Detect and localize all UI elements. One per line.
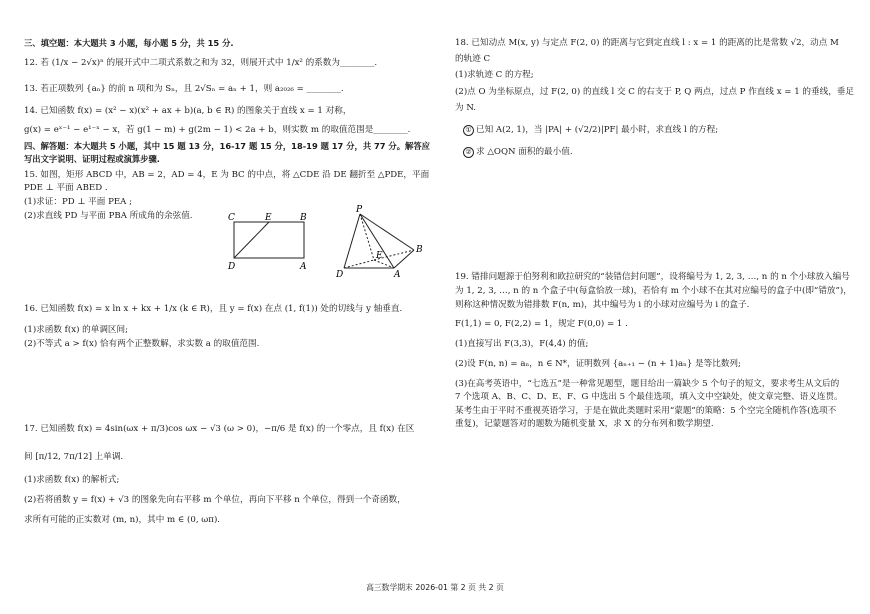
- question-15-part1: (1)求证：PD ⊥ 平面 PEA ;: [24, 197, 132, 207]
- question-18-part2: (2)点 O 为坐标原点，过 F(2, 0) 的直线 l 交 C 的右支于 P, Q 两点，过点 P 作直线 x = 1 的垂线，垂足: [455, 87, 854, 97]
- question-17-part2: (2)若将函数 y = f(x) + √3 的图象先向右平移 m 个单位，再向下平移 n 个单位，得到一个奇函数，: [24, 495, 406, 505]
- question-18-part2-cont: 为 N.: [455, 103, 477, 113]
- question-19-part2: (2)设 F(n, n) = aₙ，n ∈ N*，证明数列 {aₙ₊₁ − (n + 1)aₙ} 是等比数列;: [455, 359, 741, 369]
- section-fill-blank-heading: 三、填空题：本大题共 3 小题，每小题 5 分，共 15 分.: [24, 38, 234, 48]
- question-18-sub2: ② 求 △OQN 面积的最小值.: [463, 147, 573, 159]
- label-b: B: [416, 245, 423, 255]
- label-d: D: [228, 262, 236, 272]
- question-15-line1: 15. 如图，矩形 ABCD 中，AB = 2，AD = 4，E 为 BC 的中点，将 △CDE 沿 DE 翻折至 △PDE，平面: [24, 170, 430, 180]
- label-e: E: [376, 251, 383, 261]
- question-18-sub1: ① 已知 A(2, 1)，当 |PA| + (√2/2)|PF| 最小时，求直线 l 的方程;: [463, 125, 718, 137]
- question-18-part1: (1)求轨迹 C 的方程;: [455, 70, 534, 80]
- question-16-stem: 16. 已知函数 f(x) = x ln x + kx + 1/x (k ∈ R)，且 y = f(x) 在点 (1, f(1)) 处的切线与 y 轴垂直.: [24, 304, 403, 314]
- label-c: C: [228, 213, 235, 223]
- question-15-line2: PDE ⊥ 平面 ABED .: [24, 183, 108, 193]
- question-17-line2: 间 [π/12, 7π/12] 上单调.: [24, 452, 124, 462]
- question-19-line2: 为 1, 2, 3, …, n 的 n 个盒子中(每盒恰放一球)，若恰有 m 个小球不在其对应编号的盒子中(即“错放”)，: [455, 286, 852, 296]
- question-13: 13. 若正项数列 {aₙ} 的前 n 项和为 Sₙ，且 2√Sₙ = aₙ + 1，则 a₂₀₂₆ = ________.: [24, 84, 344, 94]
- question-17-part2-cont: 求所有可能的正实数对 (m, n)，其中 m ∈ (0, ωπ).: [24, 515, 221, 525]
- question-18-line2: 的轨迹 C: [455, 54, 491, 64]
- question-16-part1: (1)求函数 f(x) 的单调区间;: [24, 325, 129, 335]
- question-19-part3: (3)在高考英语中，“七选五”是一种常见题型，题目给出一篇缺少 5 个句子的短文，要求考生从文后的 7 个选项 A、B、C、D、E、F、G 中选出 5 个最佳选项，填入文中空缺处，使文章完整、语义连贯。某考生由于平时不重视英语学习，于是在做此类题时采用“蒙题”的策略：5 个空完全随机作答(选项不重复)，记蒙题答对的题数为随机变量 X，求 X 的分布列和数学期望.: [455, 379, 843, 429]
- section-solve-heading: 四、解答题：本大题共 5 小题，其中 15 题 13 分，16-17 题 15 分，18-19 题 17 分，共 77 分。解答应: [24, 141, 430, 151]
- circled-number-2: ②: [463, 147, 474, 158]
- figure-rectangle-abcd: [226, 210, 316, 272]
- question-12: 12. 若 (1/x − 2√x)ⁿ 的展开式中二项式系数之和为 32，则展开式中 1/x² 的系数为________.: [24, 58, 378, 68]
- label-e: E: [265, 213, 272, 223]
- section-solve-heading-cont: 写出文字说明、证明过程或演算步骤.: [24, 154, 160, 164]
- question-17-line1: 17. 已知函数 f(x) = 4sin(ωx + π/3)cos ωx − √3 (ω > 0)，−π/6 是 f(x) 的一个零点，且 f(x) 在区: [24, 424, 415, 434]
- figure-pyramid-pabed: [334, 204, 426, 278]
- label-d: D: [336, 270, 344, 278]
- label-b: B: [300, 213, 307, 223]
- question-14-line2: g(x) = eˣ⁻¹ − e¹⁻ˣ − x，若 g(1 − m) + g(2m − 1) < 2a + b，则实数 m 的取值范围是________.: [24, 125, 411, 135]
- question-19-line3: 则称这种情况数为错排数 F(n, m)，其中编号为 i 的小球对应编号为 i 的盒子.: [455, 300, 750, 310]
- question-16-part2: (2)不等式 a > f(x) 恰有两个正整数解，求实数 a 的取值范围.: [24, 339, 260, 349]
- question-18-line1: 18. 已知动点 M(x, y) 与定点 F(2, 0) 的距离与它到定直线 l : x = 1 的距离的比是常数 √2，动点 M: [455, 38, 839, 48]
- question-17-part1: (1)求函数 f(x) 的解析式;: [24, 475, 120, 485]
- label-p: P: [356, 205, 363, 215]
- question-14-line1: 14. 已知函数 f(x) = (x² − x)(x² + ax + b)(a, b ∈ R) 的图象关于直线 x = 1 对称，: [24, 106, 352, 116]
- question-19-line1: 19. 错排问题源于伯努利和欧拉研究的“装错信封问题”，设将编号为 1, 2, 3, …, n 的 n 个小球放入编号: [455, 272, 850, 282]
- question-15-part2: (2)求直线 PD 与平面 PBA 所成角的余弦值.: [24, 211, 193, 221]
- label-a: A: [300, 262, 307, 272]
- question-19-part1: (1)直接写出 F(3,3)，F(4,4) 的值;: [455, 339, 589, 349]
- circled-number-1: ①: [463, 125, 474, 136]
- question-19-given: F(1,1) = 0, F(2,2) = 1，规定 F(0,0) = 1 .: [455, 319, 628, 329]
- label-a: A: [394, 270, 401, 278]
- page-footer: 高三数学期末 2026-01 第 2 页 共 2 页: [366, 583, 504, 592]
